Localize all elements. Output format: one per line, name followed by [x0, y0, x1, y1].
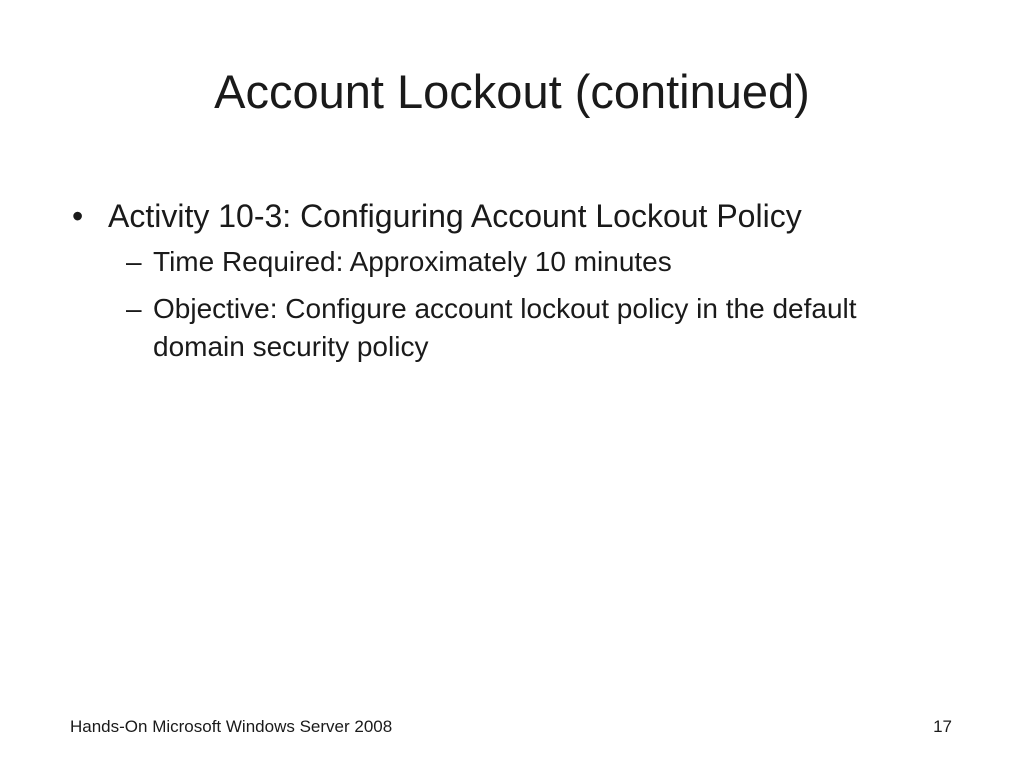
footer-course-title: Hands-On Microsoft Windows Server 2008 — [70, 717, 393, 736]
bullet-text: Activity 10-3: Configuring Account Lockout Policy — [108, 198, 802, 234]
bullet-marker: • — [72, 198, 84, 234]
slide-title: Account Lockout (continued) — [214, 65, 810, 118]
sub-bullet-list — [72, 243, 972, 366]
sub-bullet-marker: – — [126, 293, 142, 324]
sub-bullet-item — [126, 290, 918, 366]
sub-bullet-marker: – — [126, 246, 142, 277]
slide-body — [72, 195, 972, 375]
footer-page-number: 17 — [933, 717, 952, 736]
sub-bullet-text: Time Required: Approximately 10 minutes — [153, 246, 672, 277]
bullet-item — [72, 195, 972, 237]
sub-bullet-item — [126, 243, 918, 281]
sub-bullet-text: Objective: Configure account lockout policy in the default domain security policy — [153, 293, 857, 362]
